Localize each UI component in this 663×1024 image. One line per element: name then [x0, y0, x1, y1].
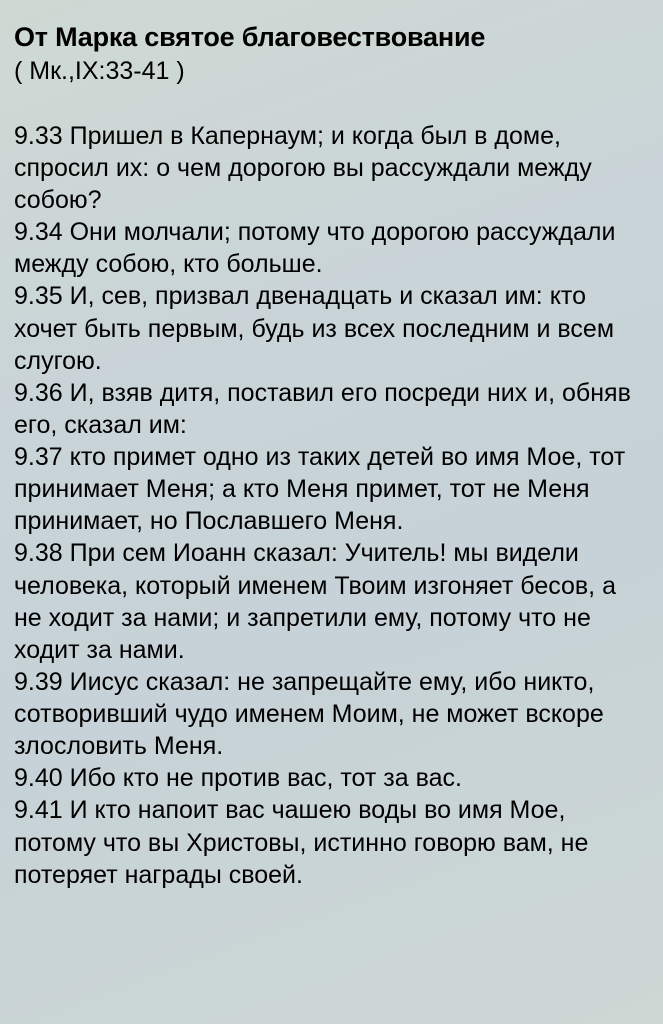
verse-number: 9.41 — [14, 796, 70, 825]
verse-number: 9.35 — [14, 282, 70, 311]
verse-text: И кто напоит вас чашею воды во имя Мое, потому что вы Христовы, истинно говорю вам, не потеряет награды своей. — [14, 796, 589, 889]
verse-item — [14, 537, 649, 666]
page-title: От Марка святое благовествование — [14, 22, 486, 52]
verse-item — [14, 216, 649, 280]
verse-item — [14, 762, 649, 794]
verse-text: И, взяв дитя, поставил его посреди них и, обняв его, сказал им: — [14, 378, 631, 439]
verse-text: кто примет одно из таких детей во имя Мое, тот принимает Меня; а кто Меня примет, тот не Меня принимает, но Пославшего Меня. — [14, 443, 626, 536]
verse-item — [14, 794, 649, 890]
verse-number: 9.39 — [14, 667, 70, 696]
verse-number: 9.40 — [14, 764, 70, 793]
verse-number: 9.37 — [14, 443, 70, 472]
verse-text: При сем Иоанн сказал: Учитель! мы видели человека, который именем Твоим изгоняет бесов, а не ходит за нами; и запретили ему, потому что не ходит за нами. — [14, 539, 616, 664]
verse-list — [14, 120, 649, 891]
verse-text: И, сев, призвал двенадцать и сказал им: кто хочет быть первым, будь из всех последним и всем слугою. — [14, 282, 614, 375]
verse-number: 9.34 — [14, 218, 70, 247]
verse-item — [14, 441, 649, 537]
verse-number: 9.36 — [14, 378, 70, 407]
verse-text: Пришел в Капернаум; и когда был в доме, спросил их: о чем дорогою вы рассуждали между собою? — [14, 121, 592, 215]
verse-item — [14, 280, 649, 376]
verse-text: Иисус сказал: не запрещайте ему, ибо никто, сотворивший чудо именем Моим, не может вскоре злословить Меня. — [14, 667, 604, 761]
verse-text: Ибо кто не против вас, тот за вас. — [69, 764, 462, 793]
verse-item — [14, 120, 649, 216]
verse-number: 9.38 — [14, 539, 70, 568]
verse-text: Они молчали; потому что дорогою рассуждали между собою, кто больше. — [14, 218, 616, 279]
verse-item — [14, 666, 649, 762]
scripture-reference: ( Мк.,IX:33-41 ) — [14, 56, 185, 85]
verse-item — [14, 377, 649, 441]
verse-number: 9.33 — [14, 121, 70, 150]
